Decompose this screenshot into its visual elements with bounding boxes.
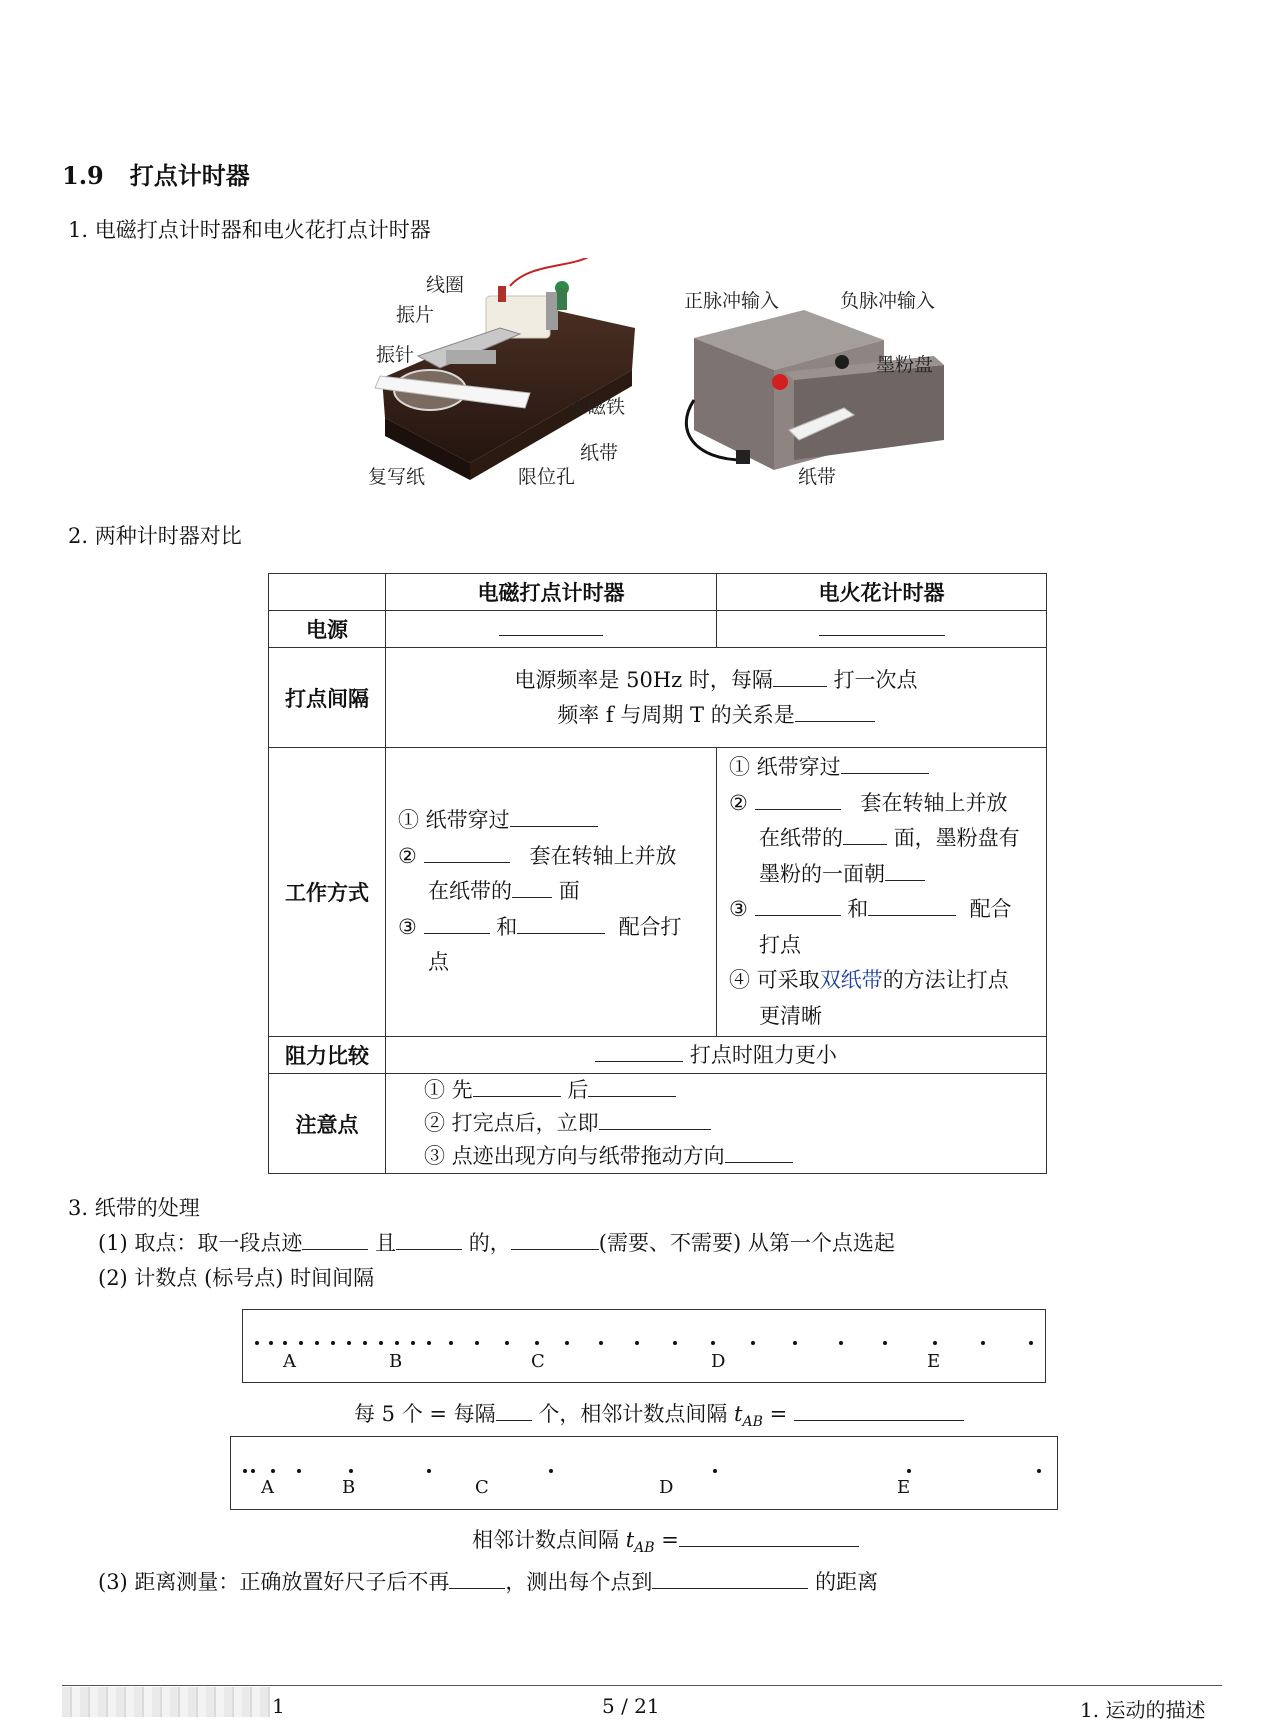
tape2-label-d: D [659,1477,674,1498]
spark-timer-image [684,290,950,490]
work-sp-11: ④ 可采取 [729,968,820,992]
row-label-power: 电源 [269,611,386,648]
work-sp-1: ① 纸带穿过 [729,755,841,779]
label-toner-disc: 墨粉盘 [876,354,934,376]
blank [755,894,841,916]
row-interval [269,648,1047,748]
tape2-label-c: C [475,1477,489,1498]
tape-dot [427,1469,431,1473]
spark-timer-figure [684,290,950,490]
tape1-cap-sub: AB [742,1414,763,1431]
tape-dot [255,1341,259,1345]
work-sp-4: 在纸带的 [759,826,843,850]
blank [473,1075,561,1097]
interval-content [386,648,1047,748]
item-3-point-3 [98,1566,878,1596]
blank [512,876,552,898]
work-em-9: 点 [428,950,449,975]
tape-dot [839,1341,843,1345]
label-limit-hole: 限位孔 [518,466,576,488]
tape2-label-b: B [342,1477,356,1498]
tape1-cap-b: 个，相邻计数点间隔 [538,1402,728,1426]
tape-dot [449,1341,453,1345]
tape-dot [599,1341,603,1345]
tape-dot [1037,1469,1041,1473]
tape-dot [933,1341,937,1345]
blank [595,1040,683,1062]
header-spark: 电火花计时器 [717,574,1047,611]
tape-dot [427,1341,431,1345]
tape-dot [269,1341,273,1345]
work-em-4: 在纸带的 [428,879,512,904]
work-electromagnetic [386,748,717,1037]
work-sp-9: 配合 [969,897,1012,921]
blank [652,1567,808,1589]
work-sp-13: 的方法让打点 [882,968,1009,992]
p3-a: (3) 距离测量：正确放置好尺子后不再 [98,1570,450,1594]
section-heading [62,156,250,191]
work-sp-5: 面，墨粉盘有 [893,826,1020,850]
work-em-1: ① 纸带穿过 [398,808,510,833]
tape-dot [635,1341,639,1345]
tape-dot [299,1341,303,1345]
work-sp-2: ② [729,790,748,815]
tape-dot [907,1469,911,1473]
tape-dot [981,1341,985,1345]
label-vibrating-needle: 振针 [376,344,415,366]
note-2: ② 打完点后，立即 [424,1111,599,1135]
tape-dot [535,1341,539,1345]
header-empty [269,574,386,611]
blank [819,614,945,636]
work-sp-7: ③ [729,897,748,921]
tape-dot [549,1469,553,1473]
electromagnetic-timer-image [370,258,670,490]
footer-blurred-watermark [62,1687,270,1717]
double-tape-highlight: 双纸带 [819,968,883,992]
footer-rule [62,1685,1222,1686]
blank [510,805,598,827]
tape1-label-d: D [711,1351,726,1372]
p3-b: ，测出每个点到 [505,1570,653,1594]
power-spark [717,611,1047,648]
paper-tape-2 [230,1436,1058,1510]
tape1-label-c: C [531,1351,545,1372]
tape1-cap-eq: = [769,1402,788,1426]
tape1-cap-a: 每 5 个 = 每隔 [354,1402,496,1426]
tape-dot [315,1341,319,1345]
footer-chapter: 1. 运动的描述 [1080,1698,1206,1722]
tape-dot [475,1341,479,1345]
blank [449,1567,505,1589]
tape-dot [565,1341,569,1345]
work-em-2: ② [398,843,417,868]
row-notes [269,1074,1047,1174]
electromagnetic-timer-figure [370,258,670,490]
work-em-6: ③ [398,914,417,939]
blank [773,665,827,687]
paper-tape-1 [242,1309,1046,1383]
row-label-notes: 注意点 [269,1074,386,1174]
tape-dot [1029,1341,1033,1345]
row-resistance [269,1037,1047,1074]
tape2-cap-eq: = [661,1528,679,1552]
tape-dot [251,1469,255,1473]
row-label-interval: 打点间隔 [269,648,386,748]
p1-c: 的， [468,1231,511,1255]
tape-dot [395,1341,399,1345]
table-header-row [269,574,1047,611]
blank [755,788,841,810]
label-vibrating-plate: 振片 [396,304,435,326]
label-positive-pulse: 正脉冲输入 [684,290,780,312]
p1-a: (1) 取点：取一段点迹 [98,1231,303,1255]
tape1-cap-t: t [734,1402,743,1426]
blank [794,1399,964,1421]
row-work [269,748,1047,1037]
tape-dot [711,1341,715,1345]
blank [499,614,603,636]
tape-dot [283,1341,287,1345]
work-sp-8: 和 [847,897,869,921]
note-1b: 后 [567,1078,589,1102]
power-electromagnetic [386,611,717,648]
tape-dot [271,1469,275,1473]
interval-text-b: 打一次点 [833,667,918,692]
tape-dot [751,1341,755,1345]
blank [424,841,510,863]
label-coil: 线圈 [426,274,465,296]
tape-dot [297,1469,301,1473]
item-1-heading: 1. 电磁打点计时器和电火花打点计时器 [68,218,431,242]
work-sp-3: 套在转轴上并放 [860,790,1008,815]
work-sp-10: 打点 [759,932,801,957]
label-carbon-paper: 复写纸 [368,466,426,488]
blank [885,859,925,881]
blank [843,823,887,845]
blank [725,1141,793,1163]
tape-dot [883,1341,887,1345]
comparison-table [268,573,1047,1174]
blank [841,752,929,774]
p1-b: 且 [375,1231,397,1255]
tape2-cap-a: 相邻计数点间隔 [472,1528,619,1552]
row-label-work: 工作方式 [269,748,386,1037]
label-negative-pulse: 负脉冲输入 [840,290,936,312]
work-em-3: 套在转轴上并放 [529,843,677,868]
tape2-cap-t: t [625,1528,635,1552]
tape-dot [379,1341,383,1345]
work-spark [717,748,1047,1037]
work-em-5: 面 [558,879,580,904]
label-permanent-magnet: 永磁铁 [568,396,626,418]
blank [868,894,956,916]
tape-dot [243,1469,247,1473]
p1-d: (需要、不需要) 从第一个点选起 [598,1231,895,1255]
p3-c: 的距离 [815,1570,879,1594]
footer-left: 1 [272,1694,285,1718]
row-power [269,611,1047,648]
tape2-caption [472,1524,859,1556]
blank [496,1399,532,1421]
tape-dot [411,1341,415,1345]
work-em-7: 和 [496,914,518,939]
notes-content [386,1074,1047,1174]
label-spark-paper-tape: 纸带 [798,466,837,488]
blank [424,912,490,934]
footer-page-number: 5 / 21 [602,1694,660,1718]
tape1-label-b: B [389,1351,403,1372]
work-sp-14: 更清晰 [759,1003,822,1028]
item-3-point-2: (2) 计数点 (标号点) 时间间隔 [98,1266,375,1290]
blank [795,700,875,722]
header-electromagnetic: 电磁打点计时器 [386,574,717,611]
tape1-label-a: A [283,1351,296,1372]
tape-dot [363,1341,367,1345]
resistance-text: 打点时阻力更小 [689,1043,837,1067]
note-3: ③ 点迹出现方向与纸带拖动方向 [424,1144,725,1168]
tape-dot [505,1341,509,1345]
work-sp-6: 墨粉的一面朝 [759,861,885,886]
tape-dot [713,1469,717,1473]
row-label-resistance: 阻力比较 [269,1037,386,1074]
tape-dot [331,1341,335,1345]
item-3-heading: 3. 纸带的处理 [68,1196,200,1220]
tape2-label-a: A [261,1477,274,1498]
interval-text-relation: 频率 f 与周期 T 的关系是 [557,702,795,727]
tape2-cap-sub: AB [634,1540,655,1557]
tape-dot [673,1341,677,1345]
item-3-point-1 [98,1227,895,1257]
interval-text-a: 电源频率是 50Hz 时，每隔 [514,667,773,692]
tape-dot [793,1341,797,1345]
work-em-8: 配合打 [618,914,682,939]
blank [396,1228,462,1250]
tape1-caption [354,1398,964,1430]
note-1a: ① 先 [424,1078,473,1102]
blank [599,1108,711,1130]
tape2-label-e: E [897,1477,911,1498]
resistance-content [386,1037,1047,1074]
section-title: 打点计时器 [129,161,250,190]
tape1-label-e: E [927,1351,941,1372]
blank [588,1075,676,1097]
blank [517,912,605,934]
item-2-heading: 2. 两种计时器对比 [68,524,242,548]
blank [511,1228,599,1250]
label-paper-tape: 纸带 [580,442,619,464]
tape-dot [349,1469,353,1473]
section-number: 1.9 [62,161,104,190]
blank [302,1228,368,1250]
blank [679,1525,859,1547]
tape-dot [347,1341,351,1345]
